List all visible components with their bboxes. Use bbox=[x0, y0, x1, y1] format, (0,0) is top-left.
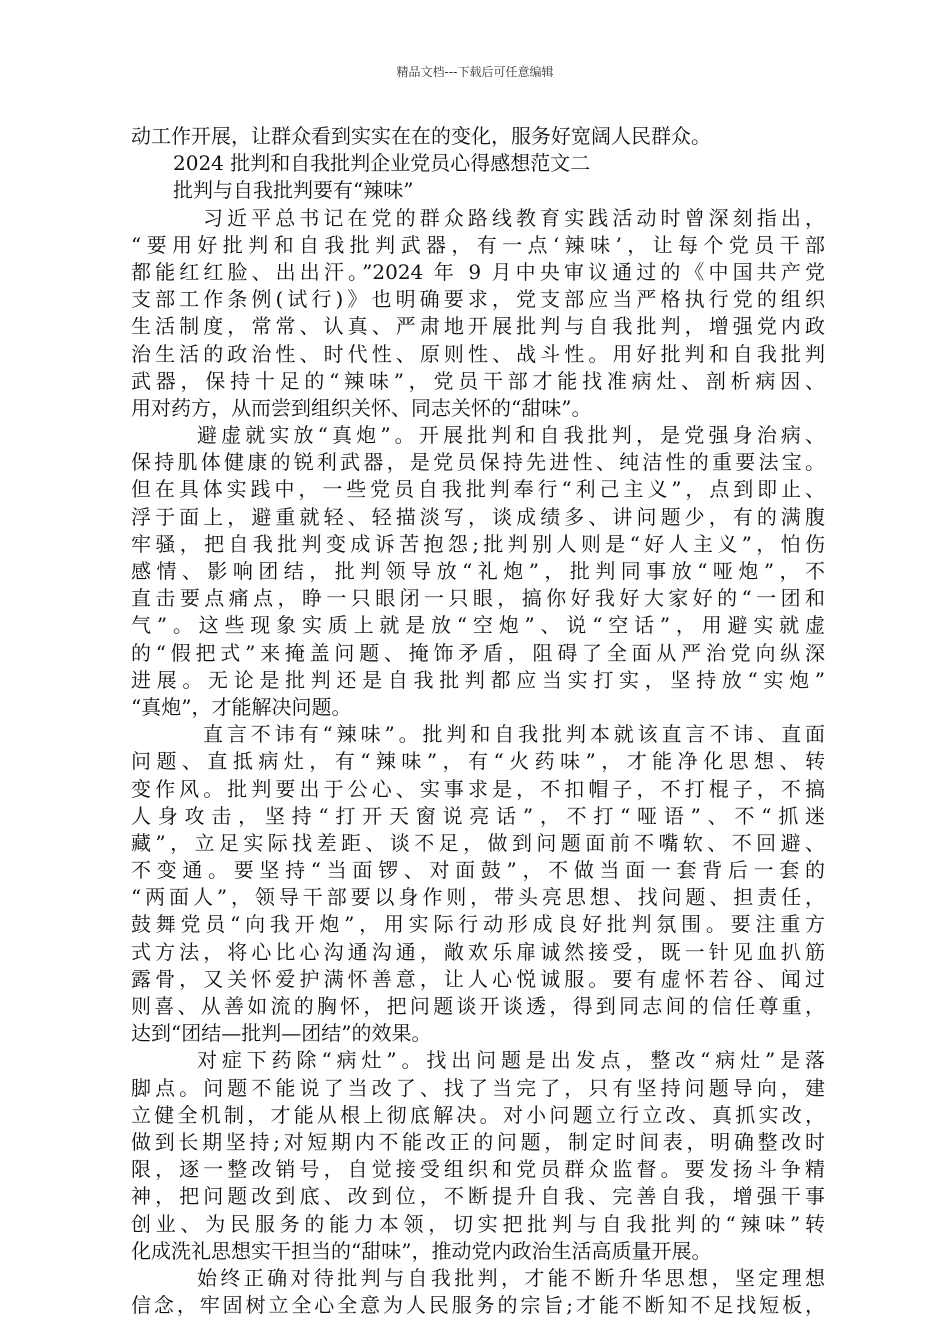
text-line: 直击要点痛点，睁一只眼闭一只眼，搞你好我好大家好的“一团和 bbox=[131, 586, 825, 611]
paragraph-start: 始终正确对待批判与自我批判，才能不断升华思想，坚定理想 bbox=[197, 1265, 825, 1290]
text-line: 都能红红脸、出出汗。”2024 年 9 月中央审议通过的《中国共产党 bbox=[131, 259, 825, 284]
text-line: 牢骚，把自我批判变成诉苦抱怨;批判别人则是“好人主义”，怕伤 bbox=[131, 531, 825, 556]
text-line: 创业、为民服务的能力本领，切实把批判与自我批判的“辣味”转 bbox=[131, 1211, 825, 1236]
text-line: 浮于面上，避重就轻、轻描淡写，谈成绩多、讲问题少，有的满腹 bbox=[131, 504, 825, 529]
text-line: 用对药方，从而尝到组织关怀、同志关怀的“甜味”。 bbox=[131, 395, 592, 420]
section-title: 2024 批判和自我批判企业党员心得感想范文二 bbox=[173, 151, 591, 176]
text-line: 神，把问题改到底、改到位，不断提升自我、完善自我，增强干事 bbox=[131, 1184, 825, 1209]
text-line: 进展。无论是批判还是自我批判都应当实打实，坚持放“实炮” bbox=[131, 667, 825, 692]
text-line: 感情、影响团结，批判领导放“礼炮”，批判同事放“哑炮”，不 bbox=[131, 559, 825, 583]
text-line: 不变通。要坚持“当面锣、对面鼓”，不做当面一套背后一套的 bbox=[131, 858, 825, 883]
text-line: 立健全机制，才能从根上彻底解决。对小问题立行立改、真抓实改， bbox=[131, 1102, 825, 1127]
paragraph-start: 避虚就实放“真炮”。开展批判和自我批判，是党强身治病、 bbox=[197, 423, 825, 448]
text-line: 生活制度，常常、认真、严肃地开展批判与自我批判，增强党内政 bbox=[131, 314, 825, 339]
text-line: 人身攻击，坚持“打开天窗说亮话”，不打“哑语”、不“抓迷 bbox=[131, 803, 825, 828]
text-line: 露骨，又关怀爱护满怀善意，让人心悦诚服。要有虚怀若谷、闻过 bbox=[131, 966, 825, 991]
paragraph-start: 直言不讳有“辣味”。批判和自我批判本就该直言不讳、直面 bbox=[203, 722, 825, 747]
text-line: “真炮”，才能解决问题。 bbox=[131, 694, 352, 719]
article-title: 批判与自我批判要有“辣味” bbox=[173, 178, 414, 203]
text-line: 的“假把式”来掩盖问题、掩饰矛盾，阻碍了全面从严治党向纵深 bbox=[131, 640, 825, 665]
text-line: 治生活的政治性、时代性、原则性、战斗性。用好批判和自我批判 bbox=[131, 341, 825, 366]
text-line: 则喜、从善如流的胸怀，把问题谈开谈透，得到同志间的信任尊重， bbox=[131, 994, 825, 1018]
text-line: 武器，保持十足的“辣味”，党员干部才能找准病灶、剖析病因、 bbox=[131, 368, 825, 393]
text-line: 达到“团结—批判—团结”的效果。 bbox=[131, 1021, 432, 1046]
text-line: 式方法，将心比心沟通沟通，敞欢乐扉诚然接受，既一针见血扒筋 bbox=[131, 939, 825, 964]
text-line: 但在具体实践中，一些党员自我批判奉行“利己主义”，点到即止、 bbox=[131, 477, 825, 502]
paragraph-start: 对症下药除“病灶”。找出问题是出发点，整改“病灶”是落 bbox=[197, 1048, 825, 1073]
text-line: 信念，牢固树立全心全意为人民服务的宗旨;才能不断知不足找短板， bbox=[131, 1293, 825, 1318]
document-body bbox=[131, 123, 825, 1319]
text-line: 动工作开展，让群众看到实实在在的变化，服务好宽阔人民群众。 bbox=[131, 124, 711, 148]
text-line: 问题、直抵病灶，有“辣味”，有“火药味”，才能净化思想、转 bbox=[131, 749, 825, 774]
text-line: 保持肌体健康的锐利武器，是党员保持先进性、纯洁性的重要法宝。 bbox=[131, 450, 825, 475]
text-line: 支部工作条例(试行)》也明确要求，党支部应当严格执行党的组织 bbox=[131, 287, 825, 312]
text-line: 变作风。批判要出于公心、实事求是，不扣帽子，不打棍子，不搞 bbox=[131, 776, 825, 801]
text-line: 脚点。问题不能说了当改了、找了当完了，只有坚持问题导向，建 bbox=[131, 1075, 825, 1100]
text-line: 化成洗礼思想实干担当的“甜味”，推动党内政治生活高质量开展。 bbox=[131, 1238, 712, 1263]
text-line: 做到长期坚持;对短期内不能改正的问题，制定时间表，明确整改时 bbox=[131, 1129, 825, 1154]
text-line: 藏”，立足实际找差距、谈不足，做到问题面前不嘴软、不回避、 bbox=[131, 830, 825, 855]
text-line: 鼓舞党员“向我开炮”，用实际行动形成良好批判氛围。要注重方 bbox=[131, 912, 825, 937]
text-line: “两面人”，领导干部要以身作则，带头亮思想、找问题、担责任， bbox=[131, 885, 825, 910]
text-line: “要用好批判和自我批判武器，有一点‘辣味’，让每个党员干部 bbox=[131, 232, 825, 257]
text-line: 气”。这些现象实质上就是放“空炮”、说“空话”，用避实就虚 bbox=[131, 613, 825, 638]
page-header: 精品文档---下载后可任意编辑 bbox=[396, 65, 554, 79]
text-line: 限，逐一整改销号，自觉接受组织和党员群众监督。要发扬斗争精 bbox=[131, 1157, 825, 1182]
paragraph-start: 习近平总书记在党的群众路线教育实践活动时曾深刻指出， bbox=[203, 205, 825, 230]
